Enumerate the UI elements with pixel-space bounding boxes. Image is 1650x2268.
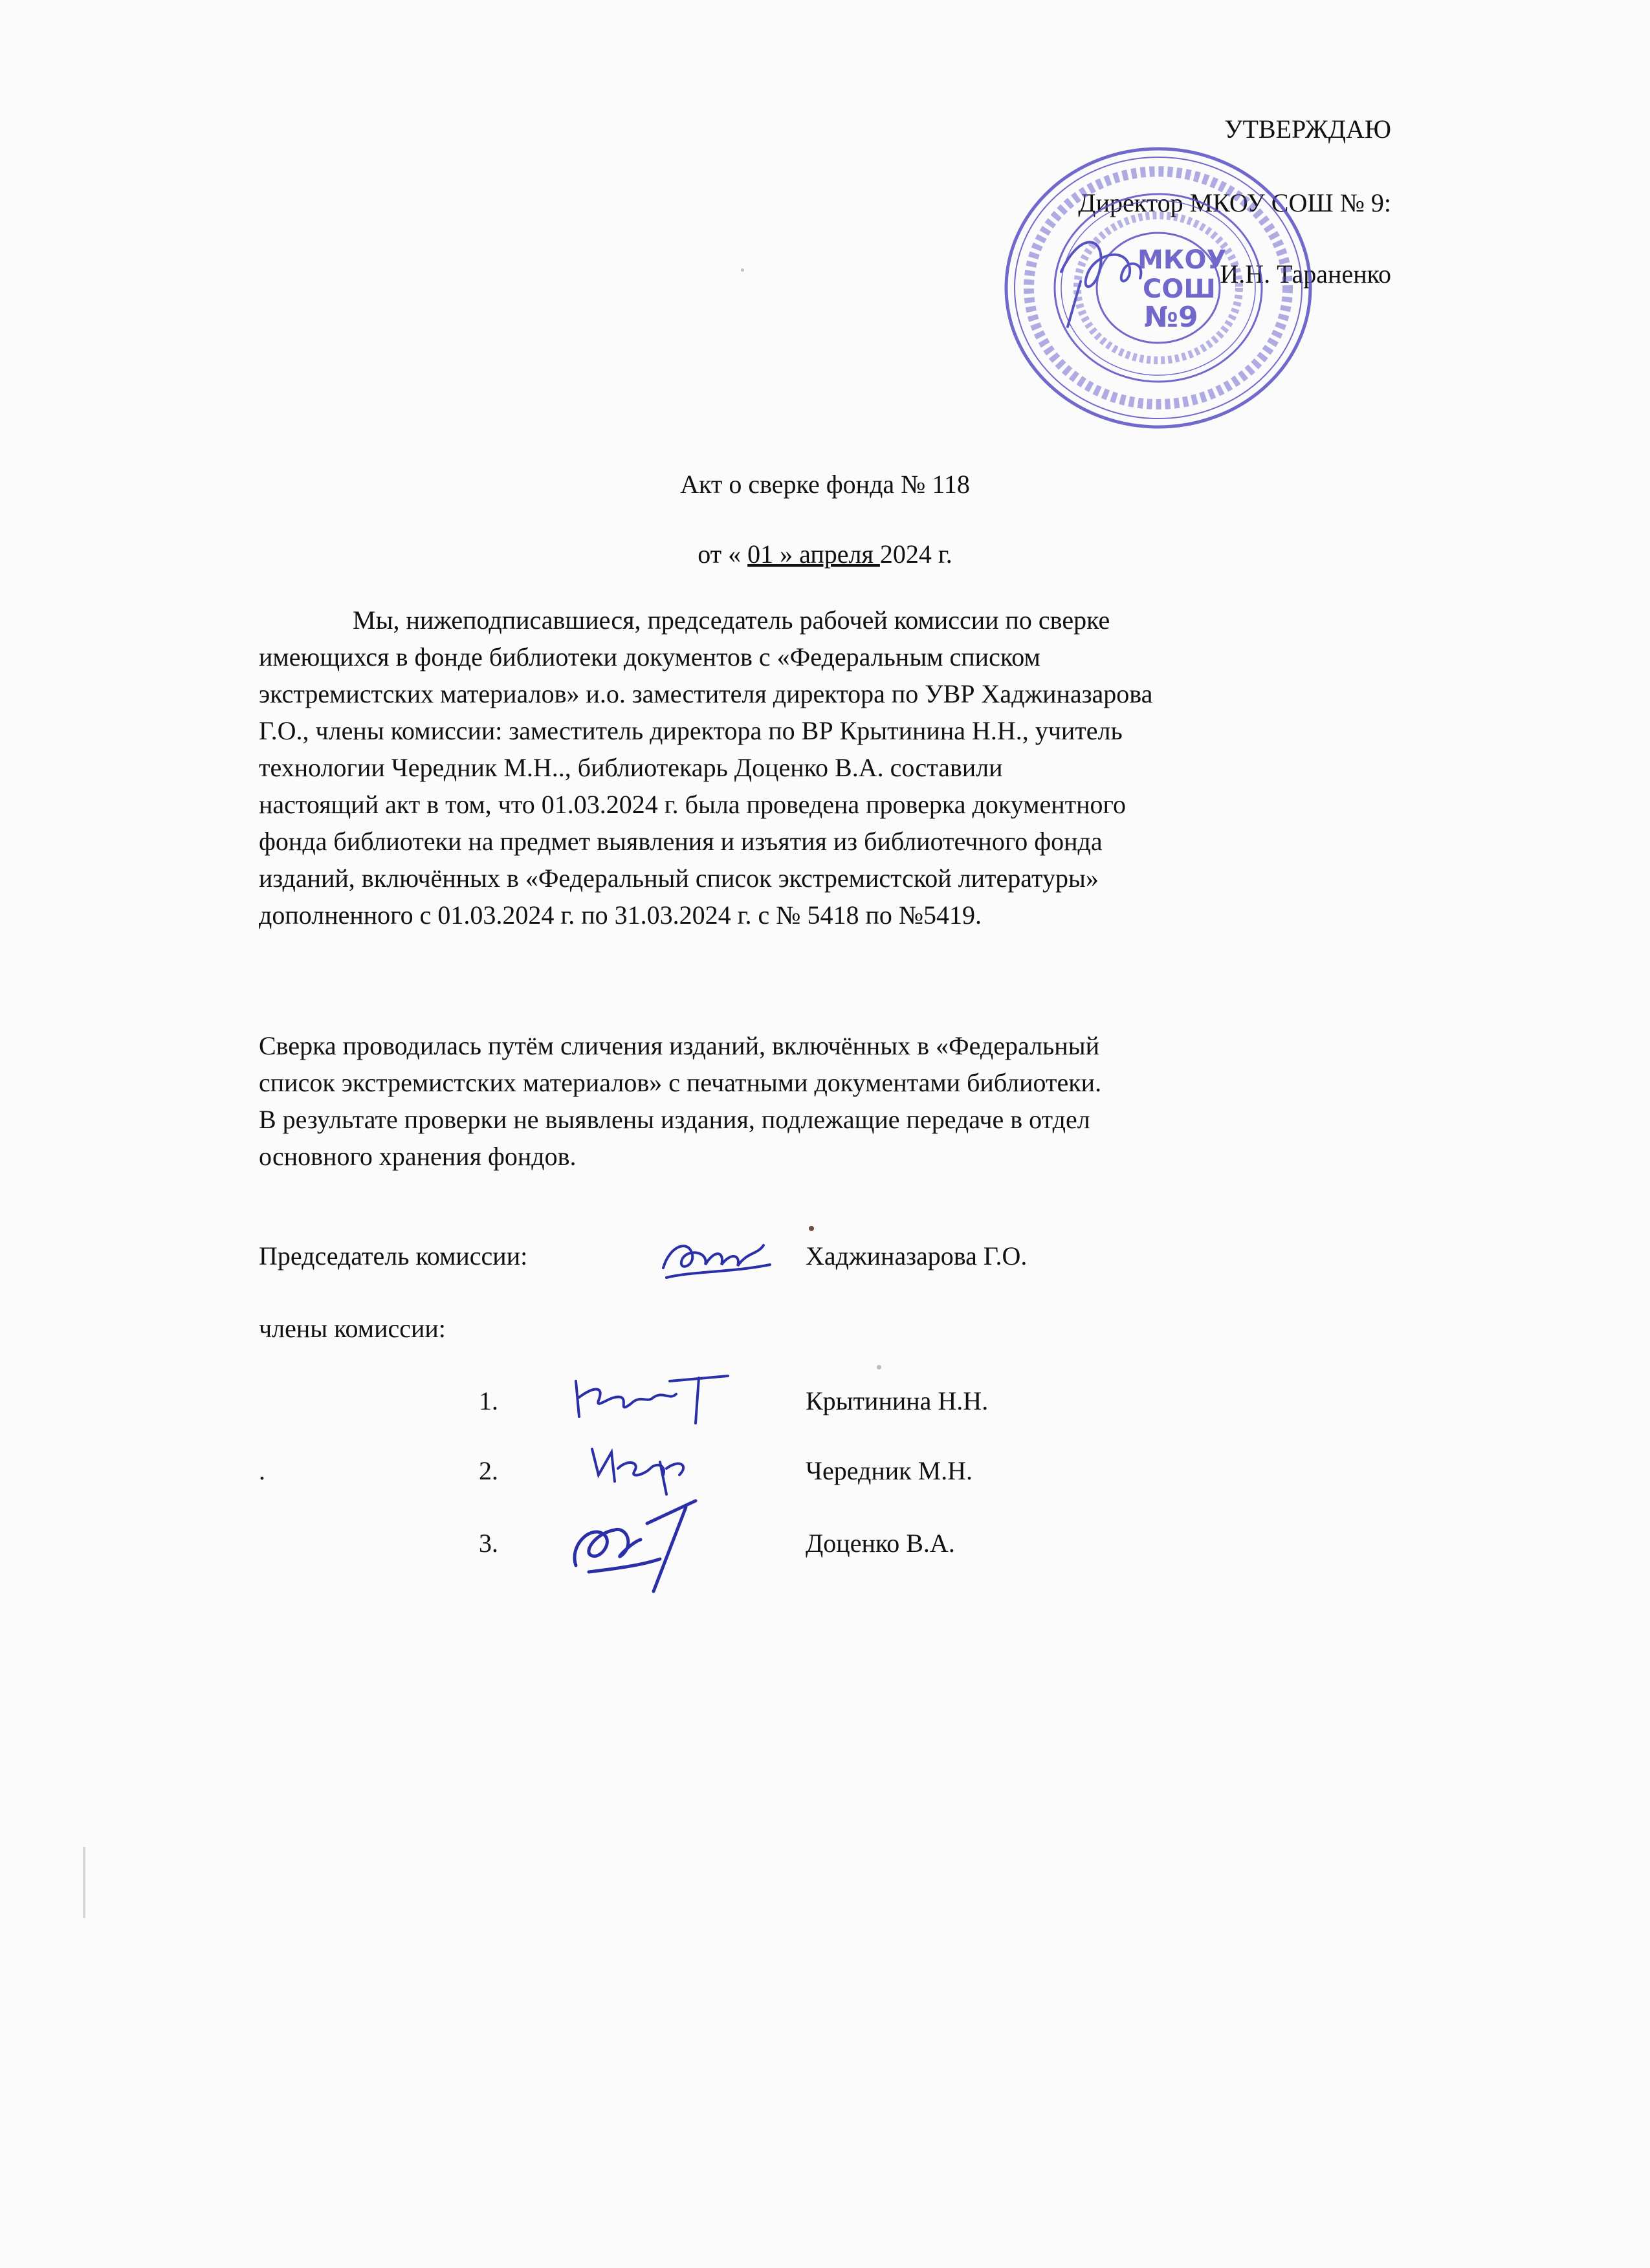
body-paragraph-1 bbox=[259, 602, 1398, 933]
stray-dot: . bbox=[259, 1456, 265, 1485]
paragraph-line: основного хранения фондов. bbox=[259, 1142, 577, 1171]
chair-label: Председатель комиссии: bbox=[259, 1241, 528, 1270]
member-number: 2. bbox=[479, 1456, 498, 1485]
chair-name: Хаджиназарова Г.О. bbox=[806, 1241, 1028, 1270]
act-title: Акт о сверке фонда № 118 bbox=[680, 470, 970, 499]
paragraph-line: экстремистских материалов» и.о. заместителя директора по УВР Хаджиназарова bbox=[259, 679, 1153, 708]
member-name: Доценко В.А. bbox=[806, 1529, 955, 1558]
member-signature-2 bbox=[582, 1436, 705, 1498]
member-name: Чередник М.Н. bbox=[806, 1456, 973, 1485]
paragraph-line: имеющихся в фонде библиотеки документов с «Федеральным списком bbox=[259, 642, 1040, 671]
act-date bbox=[0, 539, 1650, 569]
paragraph-line: Г.О., члены комиссии: заместитель директора по ВР Крытинина Н.Н., учитель bbox=[259, 716, 1123, 745]
scan-speck bbox=[741, 268, 744, 272]
paragraph-line: изданий, включённых в «Федеральный список экстремистской литературы» bbox=[259, 864, 1099, 893]
scan-speck bbox=[809, 1226, 814, 1231]
member-signature-1 bbox=[566, 1368, 734, 1430]
paragraph-line: настоящий акт в том, что 01.03.2024 г. была проведена проверка документного bbox=[259, 790, 1126, 819]
date-year: 2024 г. bbox=[879, 540, 952, 569]
member-number: 3. bbox=[479, 1529, 498, 1558]
seal-text-3: №9 bbox=[1144, 301, 1198, 334]
approval-name: И.Н. Тараненко bbox=[1220, 259, 1391, 289]
scan-edge-mark bbox=[83, 1847, 85, 1918]
member-number: 1. bbox=[479, 1386, 498, 1415]
date-day-month: 01 » апреля bbox=[747, 540, 880, 569]
scan-speck bbox=[877, 1365, 881, 1369]
member-signature-3 bbox=[563, 1494, 705, 1598]
approval-title: УТВЕРЖДАЮ bbox=[1224, 114, 1391, 144]
paragraph-line: Мы, нижеподписавшиеся, председатель рабочей комиссии по сверке bbox=[353, 605, 1110, 635]
date-prefix: от « bbox=[698, 540, 748, 569]
official-seal-stamp bbox=[990, 133, 1326, 443]
approval-position: Директор МКОУ СОШ № 9: bbox=[1078, 188, 1391, 217]
paragraph-line: фонда библиотеки на предмет выявления и изъятия из библиотечного фонда bbox=[259, 827, 1103, 856]
member-name: Крытинина Н.Н. bbox=[806, 1386, 989, 1415]
paragraph-line: В результате проверки не выявлены издания, подлежащие передаче в отдел bbox=[259, 1105, 1090, 1134]
seal-text-1: МКОУ bbox=[1138, 245, 1227, 275]
paragraph-line: Сверка проводилась путём сличения изданий, включённых в «Федеральный bbox=[259, 1031, 1099, 1060]
paragraph-line: список экстремистских материалов» с печатными документами библиотеки. bbox=[259, 1068, 1102, 1097]
chair-signature bbox=[654, 1226, 776, 1287]
seal-text-2: СОШ bbox=[1143, 274, 1216, 304]
paragraph-line: дополненного с 01.03.2024 г. по 31.03.2024 г. с № 5418 по №5419. bbox=[259, 900, 982, 930]
paragraph-line: технологии Чередник М.Н.., библиотекарь Доценко В.А. составили bbox=[259, 753, 1003, 782]
body-paragraph-2 bbox=[259, 1027, 1398, 1175]
members-label: члены комиссии: bbox=[259, 1314, 446, 1343]
